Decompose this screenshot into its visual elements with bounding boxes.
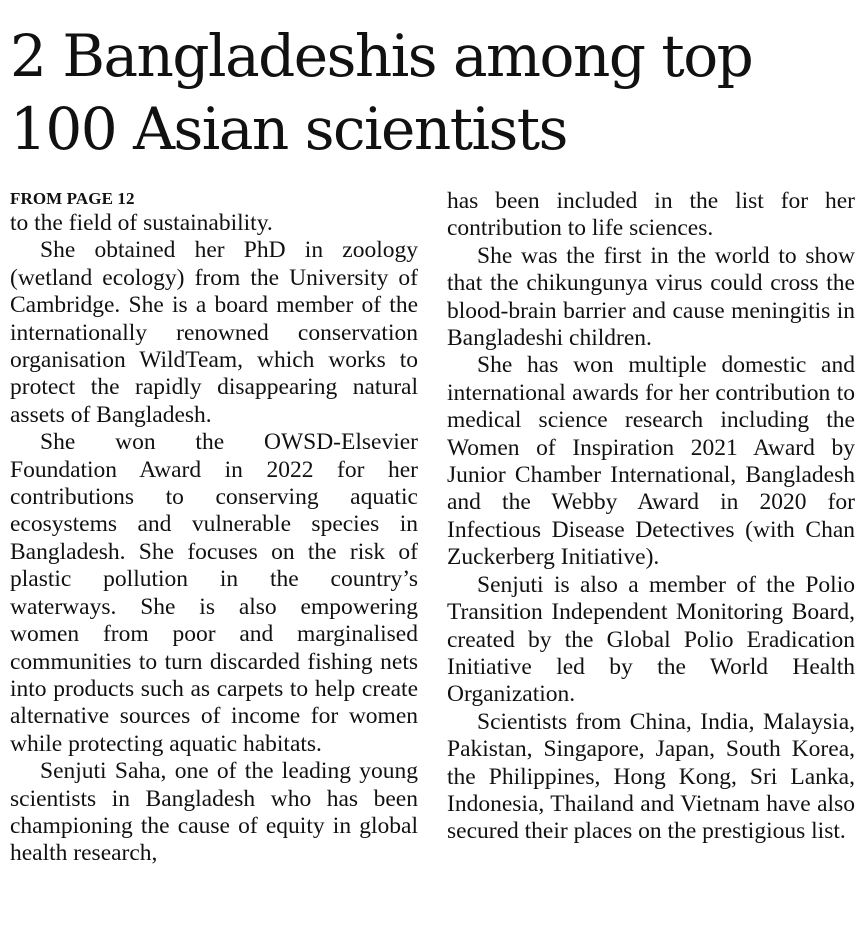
paragraph: She has won multiple domestic and international awards for her contribution to medical science research including the Women of Inspiration 2021 Award by Junior Chamber International, Bangladesh and the Webby Award in 2020 for Infectious Disease Detectives (with Chan Zuckerberg Initiative). — [447, 352, 855, 571]
paragraph-continued: to the field of sustainability. — [10, 210, 273, 236]
paragraph: She obtained her PhD in zoology (wetland ecology) from the University of Cambridge. She is a board member of the internationally renowned conservation organisation WildTeam, which works to protect the rapidly disappearing natural assets of Bangladesh. — [10, 237, 418, 428]
paragraph: Senjuti Saha, one of the leading young scientists in Bangladesh who has been championing the cause of equity in global health research, — [10, 758, 418, 867]
paragraph: She was the first in the world to show that the chikungunya virus could cross the blood-brain barrier and cause meningitis in Bangladeshi children. — [447, 242, 855, 352]
continued-from-label: FROM PAGE 12 — [10, 189, 135, 208]
paragraph: She won the OWSD-Elsevier Foundation Award in 2022 for her contributions to conserving aquatic ecosystems and vulnerable species in Bangladesh. She focuses on the risk of plastic pollution in the country’s waterways. She is also empowering women from poor and marginalised communities to turn discarded fishing nets into products such as carpets to help create alternative sources of income for women while protecting aquatic habitats. — [10, 429, 418, 757]
headline — [10, 20, 860, 166]
left-column — [10, 188, 418, 868]
paragraph: Scientists from China, India, Malaysia, Pakistan, Singapore, Japan, South Korea, the Philippines, Hong Kong, Sri Lanka, Indonesia, Thailand and Vietnam have also secured their places on the prestigious list. — [447, 708, 855, 845]
paragraph-continued: has been included in the list for her contribution to life sciences. — [447, 188, 855, 242]
headline-line-1: 2 Bangladeshis among top — [10, 22, 753, 90]
headline-line-2: 100 Asian scientists — [10, 95, 567, 163]
paragraph: Senjuti is also a member of the Polio Transition Independent Monitoring Board, created by the Global Polio Eradication Initiative led by the World Health Organization. — [447, 571, 855, 708]
right-column — [447, 188, 855, 846]
